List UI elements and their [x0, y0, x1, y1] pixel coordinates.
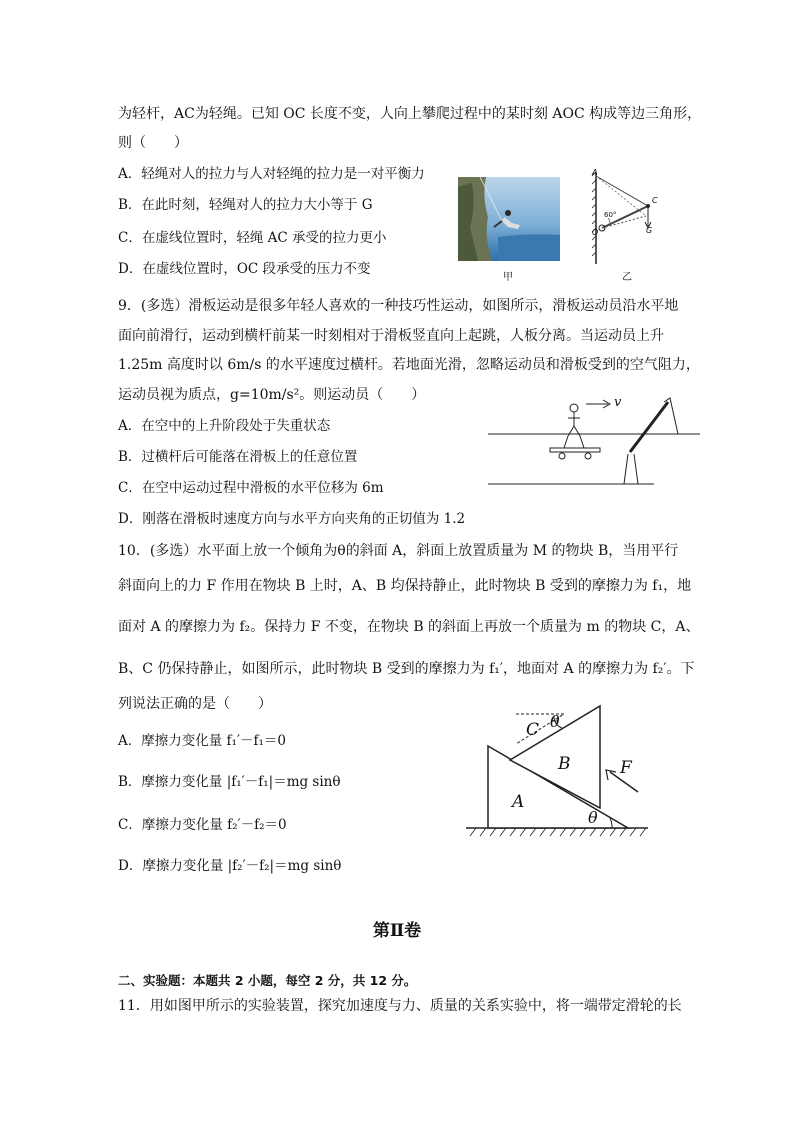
q9-option-a: A．在空中的上升阶段处于失重状态 [118, 418, 331, 434]
q8-label-a: A [592, 168, 598, 177]
q8-caption-right: 乙 [622, 272, 632, 283]
q9-option-c: C．在空中运动过程中滑板的水平位移为 6m [118, 480, 384, 496]
q9-text-line4: 运动员视为质点，g=10m/s²。则运动员（ ） [118, 387, 426, 403]
q10-label-a: A [512, 792, 525, 812]
q9-text-line1: 9．(多选）滑板运动是很多年轻人喜欢的一种技巧性运动，如图所示，滑板运动员沿水平地 [118, 298, 679, 314]
q8-climber-photo [458, 177, 560, 261]
q10-option-c: C．摩擦力变化量 f₂′－f₂＝0 [118, 817, 287, 833]
q10-option-d: D．摩擦力变化量 |f₂′－f₂|＝mg sinθ [118, 858, 342, 874]
q10-option-a: A．摩擦力变化量 f₁′－f₁＝0 [118, 733, 287, 749]
q10-text-line2: 斜面向上的力 F 作用在物块 B 上时，A、B 均保持静止，此时物块 B 受到的摩擦力为 f₁，地 [118, 578, 692, 594]
q8-text-line2: 则（ ） [118, 135, 188, 151]
q8-option-a: A．轻绳对人的拉力与人对轻绳的拉力是一对平衡力 [118, 166, 425, 182]
q8-option-c: C．在虚线位置时，轻绳 AC 承受的拉力更小 [118, 230, 387, 246]
q10-text-line3: 面对 A 的摩擦力为 f₂。保持力 F 不变，在物块 B 的斜面上再放一个质量为 m 的物块 C，A、 [118, 619, 700, 635]
q8-label-o: O [592, 228, 599, 237]
q8-option-b: B．在此时刻，轻绳对人的拉力大小等于 G [118, 197, 373, 213]
section-heading: 二、实验题：本题共 2 小题，每空 2 分，共 12 分。 [118, 973, 417, 988]
q8-caption-left: 甲 [503, 272, 513, 283]
q9-text-line2: 面向前滑行，运动到横杆前某一时刻相对于滑板竖直向上起跳，人板分离。当运动员上升 [118, 328, 664, 344]
q10-label-b: B [558, 754, 571, 774]
q10-label-f: F [620, 758, 632, 778]
q9-skateboard-diagram [488, 392, 702, 488]
q8-label-angle: 60° [604, 211, 617, 219]
q9-option-b: B．过横杆后可能落在滑板上的任意位置 [118, 449, 358, 465]
section-title: 第Ⅱ卷 [372, 921, 422, 941]
q10-label-c: C [526, 720, 540, 740]
q10-label-theta-bottom: θ [588, 808, 598, 827]
q10-text-line1: 10．(多选）水平面上放一个倾角为θ的斜面 A，斜面上放置质量为 M 的物块 B，当用平行 [118, 543, 679, 559]
q9-label-v: v [614, 395, 622, 410]
q9-option-d: D．刚落在滑板时速度方向与水平方向夹角的正切值为 1.2 [118, 511, 466, 527]
q8-label-g: G [646, 226, 653, 235]
q8-text-line1: 为轻杆，AC为轻绳。已知 OC 长度不变，人向上攀爬过程中的某时刻 AOC 构成等边三角形， [118, 106, 702, 122]
q8-option-d: D．在虚线位置时，OC 段承受的压力不变 [118, 261, 371, 277]
q10-label-theta-top: θ [550, 712, 560, 731]
q10-text-line5: 列说法正确的是（ ） [118, 696, 272, 712]
q8-label-c: C [652, 196, 658, 205]
q9-text-line3: 1.25m 高度时以 6m/s 的水平速度过横杆。若地面光滑，忽略运动员和滑板受到的空气阻力， [118, 357, 700, 373]
q11-text-line1: 11．用如图甲所示的实验装置，探究加速度与力、质量的关系实验中，将一端带定滑轮的长 [118, 998, 682, 1014]
q10-option-b: B．摩擦力变化量 |f₁′－f₁|＝mg sinθ [118, 774, 341, 790]
q8-rope-diagram [588, 168, 668, 268]
q10-text-line4: B、C 仍保持静止，如图所示，此时物块 B 受到的摩擦力为 f₁′，地面对 A 的摩擦力为 f₂′。下 [118, 661, 695, 677]
